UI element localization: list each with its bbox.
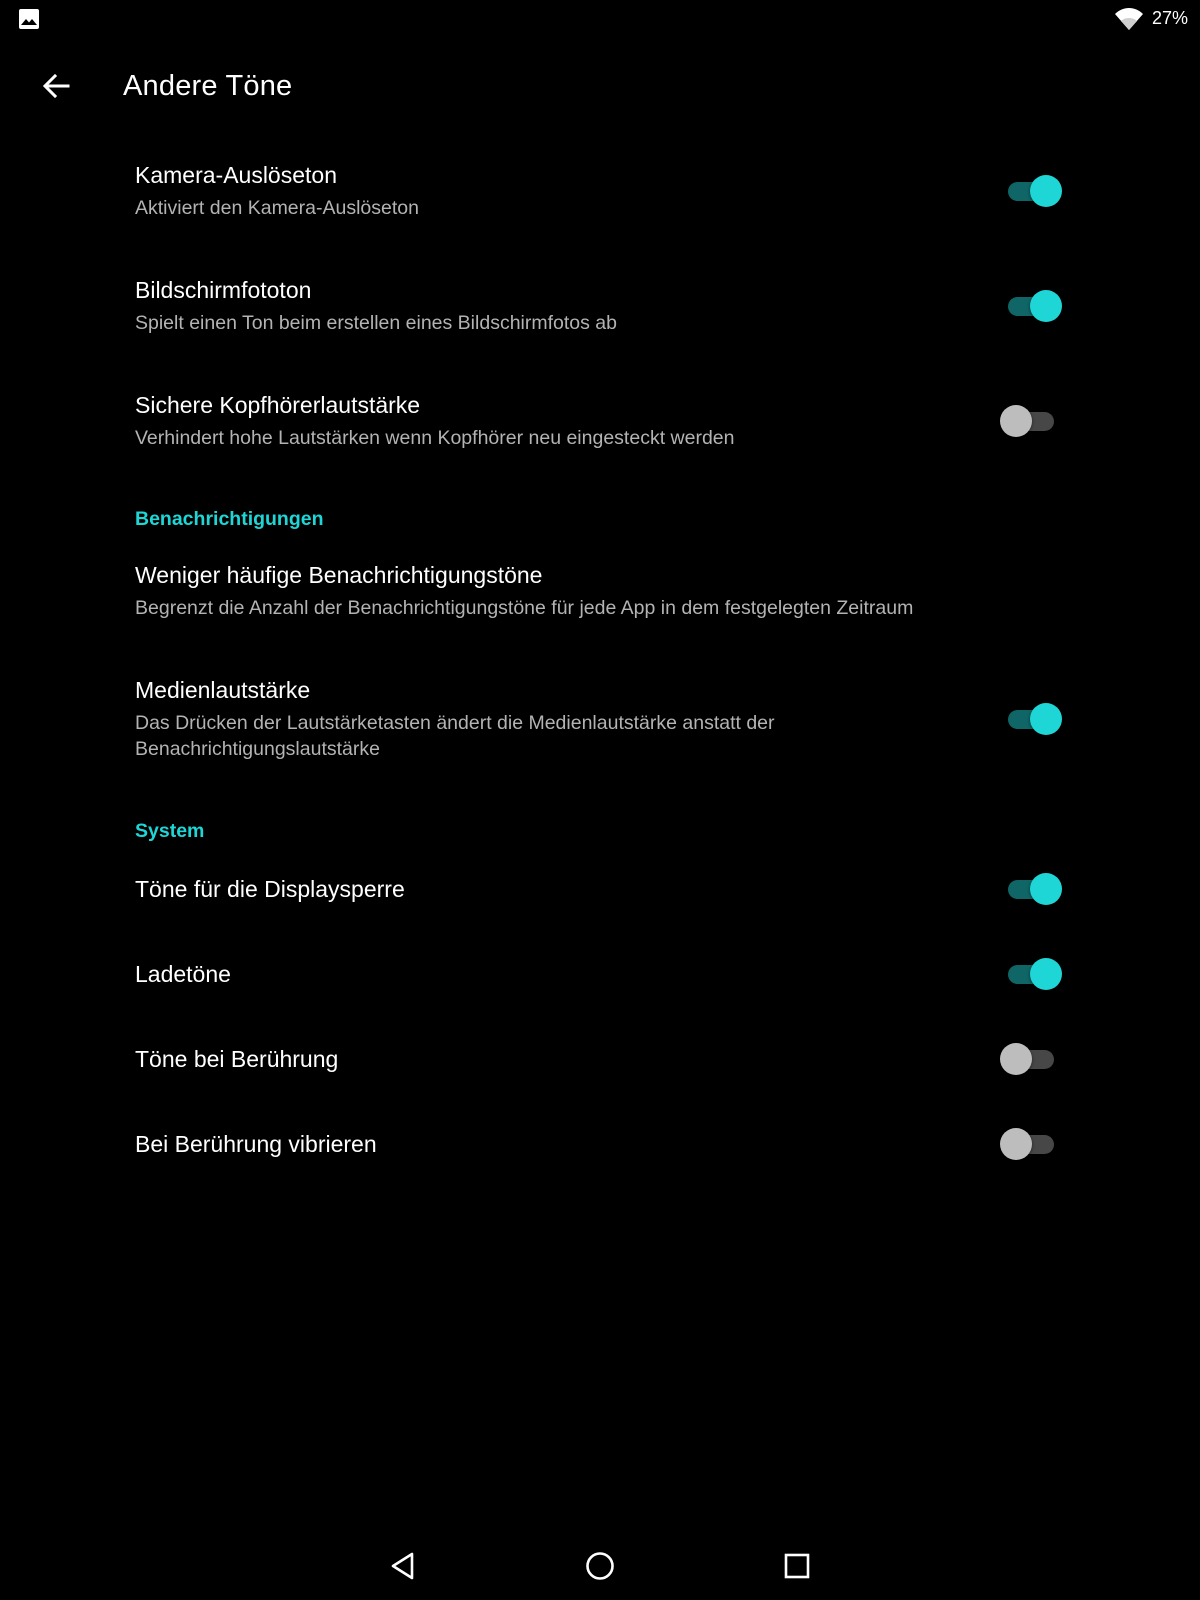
setting-title: Bildschirmfototon <box>135 277 312 303</box>
setting-camera-shutter-sound[interactable] <box>0 150 1200 250</box>
nav-recents-icon <box>781 1550 813 1582</box>
setting-title: Töne für die Displaysperre <box>135 876 405 902</box>
toggle-switch[interactable] <box>1001 701 1065 737</box>
toggle-switch[interactable] <box>1001 956 1065 992</box>
setting-title: Ladetöne <box>135 961 231 987</box>
setting-title: Bei Berührung vibrieren <box>135 1131 377 1157</box>
setting-media-volume[interactable] <box>0 665 1200 775</box>
setting-title: Weniger häufige Benachrichtigungstöne <box>135 562 543 588</box>
section-header-system: System <box>135 820 205 842</box>
setting-safe-headphone-volume[interactable] <box>0 380 1200 480</box>
toggle-switch[interactable] <box>1001 288 1065 324</box>
image-icon <box>18 8 40 30</box>
toggle-switch[interactable] <box>1001 1041 1065 1077</box>
wifi-icon <box>1114 7 1144 31</box>
setting-title: Töne bei Berührung <box>135 1046 339 1072</box>
page-title: Andere Töne <box>123 70 293 102</box>
setting-charging-sounds[interactable] <box>0 945 1200 1025</box>
section-header-notifications: Benachrichtigungen <box>135 508 324 530</box>
toggle-switch[interactable] <box>1001 403 1065 439</box>
battery-percent: 27% <box>1152 8 1189 28</box>
nav-back-icon <box>387 1550 419 1582</box>
toggle-switch[interactable] <box>1001 1126 1065 1162</box>
setting-vibrate-on-touch[interactable] <box>0 1115 1200 1195</box>
toggle-switch[interactable] <box>1001 871 1065 907</box>
setting-screen-lock-sounds[interactable] <box>0 860 1200 940</box>
setting-subtitle: Spielt einen Ton beim erstellen eines Bildschirmfotos ab <box>135 312 617 334</box>
setting-subtitle: Verhindert hohe Lautstärken wenn Kopfhörer neu eingesteckt werden <box>135 427 735 449</box>
setting-less-frequent-notification-sounds[interactable] <box>0 550 1200 650</box>
setting-title: Sichere Kopfhörerlautstärke <box>135 392 421 418</box>
arrow-back-icon <box>42 72 70 100</box>
toggle-switch[interactable] <box>1001 173 1065 209</box>
back-button[interactable] <box>28 62 84 110</box>
setting-title: Medienlautstärke <box>135 677 311 703</box>
navigation-bar <box>0 1530 1200 1600</box>
setting-subtitle: Begrenzt die Anzahl der Benachrichtigungstöne für jede App in dem festgelegten Zeitraum <box>135 597 914 619</box>
app-bar <box>0 44 1200 128</box>
nav-back-button[interactable] <box>377 1540 429 1592</box>
setting-screenshot-sound[interactable] <box>0 265 1200 365</box>
nav-home-icon <box>584 1550 616 1582</box>
setting-touch-sounds[interactable] <box>0 1030 1200 1110</box>
status-bar <box>0 0 1200 40</box>
setting-subtitle: Das Drücken der Lautstärketasten ändert die Medienlautstärke anstatt der Benachrichtigungslautstärke <box>135 712 775 760</box>
nav-recents-button[interactable] <box>771 1540 823 1592</box>
setting-subtitle: Aktiviert den Kamera-Auslöseton <box>135 197 419 219</box>
nav-home-button[interactable] <box>574 1540 626 1592</box>
setting-title: Kamera-Auslöseton <box>135 162 337 188</box>
